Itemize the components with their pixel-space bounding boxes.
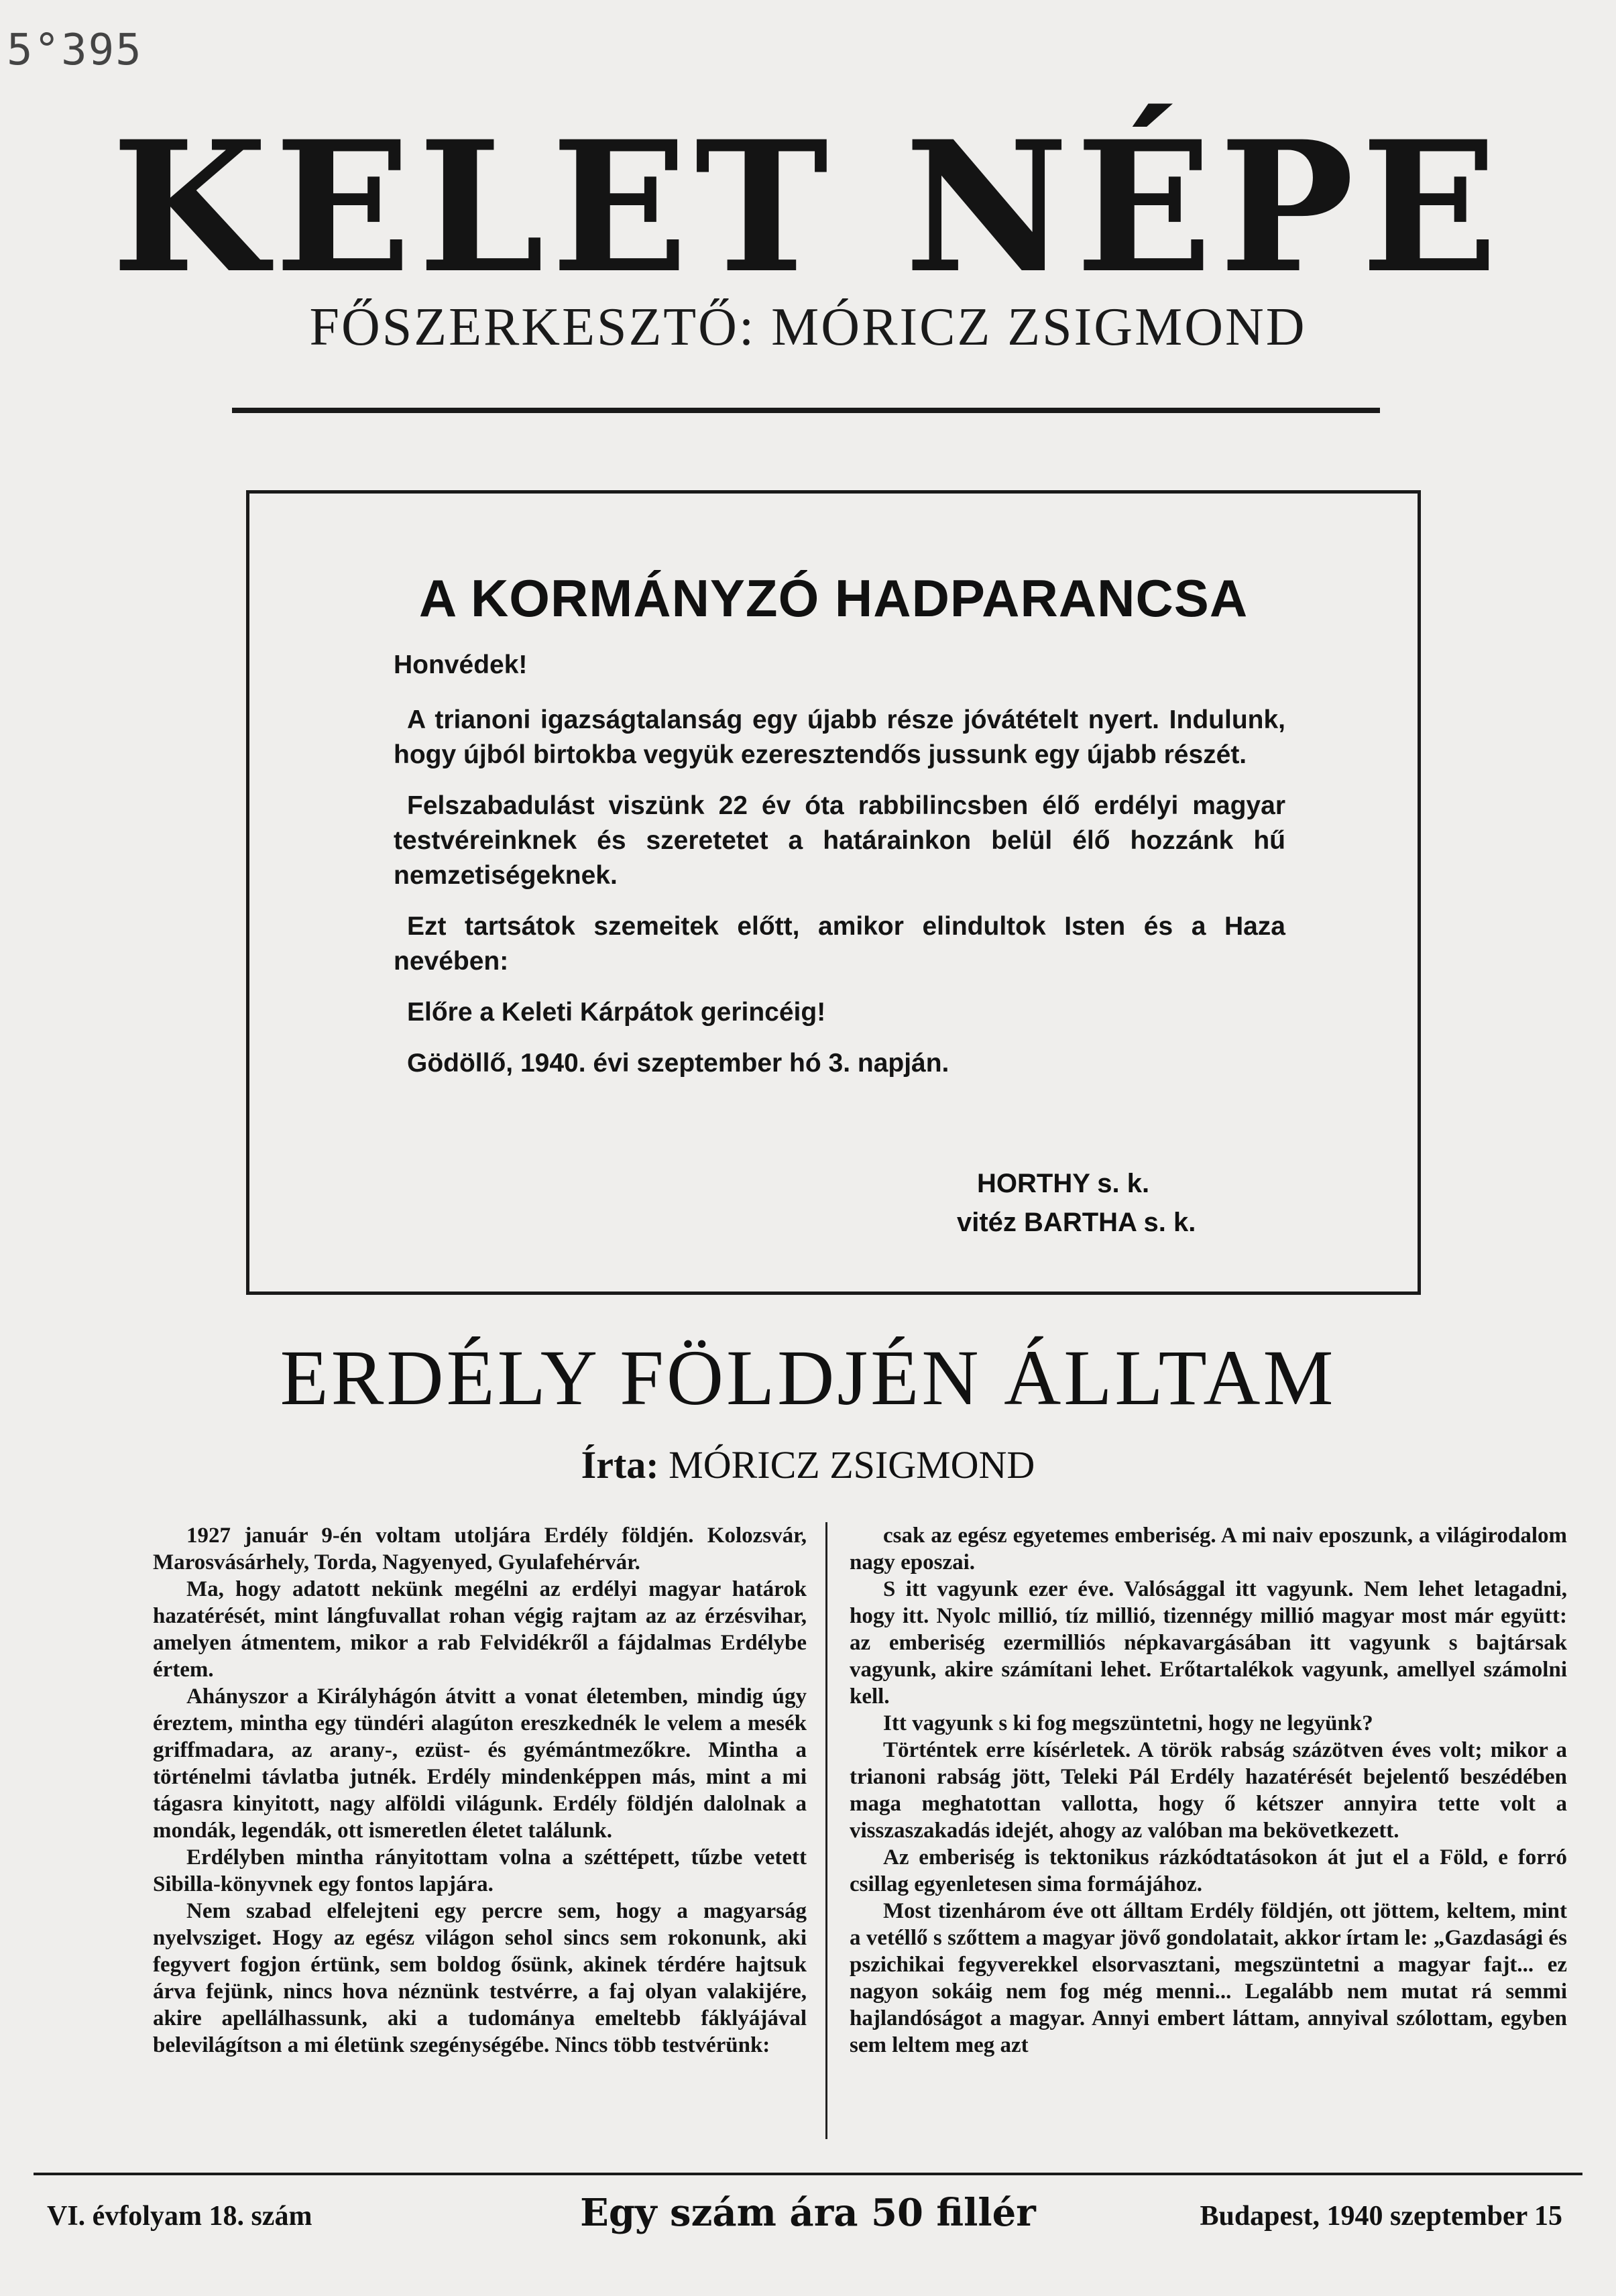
decree-box: [246, 490, 1421, 1295]
decree-body: [394, 648, 1285, 1097]
article-paragraph: Ahányszor a Királyhágón átvitt a vonat életemben, mindig úgy éreztem, mintha egy tündéri alagúton ereszkednék le velem a mesék griffmadara, az arany-, ezüst- és gyémántmezőkre. Mintha a történelmi távlatba jutnék. Erdély mindenképpen más, mint a mi tágasra kinyitott, nagy alföldi világunk. Erdély földjén dalolnak a mondák, legendák, ott ismeretlen életet találunk.: [153, 1684, 807, 1843]
byline-label: Írta:: [581, 1443, 659, 1487]
decree-paragraph: Előre a Keleti Kárpátok gerincéig!: [407, 998, 826, 1027]
signature-bartha: vitéz BARTHA s. k.: [957, 1208, 1196, 1237]
decree-date: Gödöllő, 1940. évi szeptember hó 3. napján.: [407, 1049, 949, 1078]
article-column-right: [850, 1522, 1567, 2059]
article-paragraph: csak az egész egyetemes emberiség. A mi naiv eposzunk, a világirodalom nagy eposzai.: [850, 1524, 1567, 1574]
footer-divider: [34, 2173, 1582, 2175]
decree-signatures: [957, 1164, 1196, 1242]
masthead-divider: [232, 408, 1380, 413]
article-paragraph: Nem szabad elfelejteni egy percre sem, hogy a magyarság nyelvsziget. Hogy az egész világon sehol sincs sem rokonunk, aki fegyvert fogjon értünk, sem boldog ősünk, akinek térdére hajtsuk árva fejünk, nincs hova néznünk testvérre, a faj olyan valakijére, akire apellálhassunk, aki a tudománya emeltebb fáklyájával belevilágítson a mi életünk szegénységébe. Nincs több testvérünk:: [153, 1899, 807, 2057]
article-paragraph: Az emberiség is tektonikus rázkódtatásokon át jut el a Föld, e forró csillag egyenletesen sima formájához.: [850, 1845, 1567, 1896]
decree-title: A KORMÁNYZÓ HADPARANCSA: [418, 569, 1249, 628]
decree-paragraph: Ezt tartsátok szemeitek előtt, amikor elindultok Isten és a Haza nevében:: [394, 912, 1285, 976]
footer-place-date: Budapest, 1940 szeptember 15: [1200, 2201, 1562, 2232]
signature-horthy: HORTHY s. k.: [977, 1169, 1150, 1198]
masthead-title: KELET NÉPE: [111, 102, 1505, 313]
article-title: ERDÉLY FÖLDJÉN ÁLLTAM: [280, 1334, 1336, 1422]
column-divider: [825, 1522, 827, 2139]
footer-volume: VI. évfolyam 18. szám: [47, 2201, 312, 2232]
footer-price: Egy szám ára 50 fillér: [580, 2191, 1036, 2235]
article-paragraph: Erdélyben mintha rányitottam volna a széttépett, tűzbe vetett Sibilla-könyvnek egy fontos lapjára.: [153, 1845, 807, 1896]
editor-line: FŐSZERKESZTŐ: MÓRICZ ZSIGMOND: [309, 298, 1307, 357]
decree-paragraph: A trianoni igazságtalanság egy újabb része jóvátételt nyert. Indulunk, hogy újból birtokba vegyük ezeresztendős jussunk egy újabb részét.: [394, 705, 1285, 769]
decree-salutation: Honvédek!: [394, 650, 528, 679]
archive-stamp: 5°395: [7, 25, 143, 75]
article-paragraph: Történtek erre kísérletek. A török rabság százötven éves volt; mikor a trianoni rabság jött, Teleki Pál Erdély hazatérését bejelentő beszédében maga meghatottan vallotta, hogy ő kétszer annyira tette volt a visszaszakadás idejét, ahogy az valóban ma bekövetkezett.: [850, 1738, 1567, 1843]
byline-author: MÓRICZ ZSIGMOND: [669, 1443, 1035, 1487]
article-byline: [0, 1442, 1616, 1489]
article-paragraph: Itt vagyunk s ki fog megszüntetni, hogy ne legyünk?: [883, 1711, 1373, 1735]
article-paragraph: Ma, hogy adatott nekünk megélni az erdélyi magyar határok hazatérését, mint lángfuvallat rohan végig rajtam az az érzésvihar, amelyen átmentem, mikor a rab Felvidékről a fájdalmas Erdélybe értem.: [153, 1577, 807, 1682]
article-column-left: [153, 1522, 807, 2059]
article-paragraph: Most tizenhárom éve ott álltam Erdély földjén, ott jöttem, keltem, mint a vetéllő s szőttem a magyar jövő gondolatait, akkor írtam le: „Gazdasági és pszichikai fegyverekkel elsorvasztani, megszüntetni a magyar fajt... ez nagyon sokáig nem fog még menni... Legalább nem mutat rá semmi hajlandóságot a magyar. Annyi embert láttam, annyival szólottam, egyben sem leltem meg azt: [850, 1899, 1567, 2057]
article-paragraph: 1927 január 9-én voltam utoljára Erdély földjén. Kolozsvár, Marosvásárhely, Torda, Nagyenyed, Gyulafehérvár.: [153, 1524, 807, 1574]
article-paragraph: S itt vagyunk ezer éve. Valósággal itt vagyunk. Nem lehet letagadni, hogy itt. Nyolc millió, tíz millió, tizennégy millió magyar most már együtt: az emberiség ezermilliós népkavargásában itt vagyunk s bajtársak vagyunk, akire számítani lehet. Erőtartalékok vagyunk, amellyel számolni kell.: [850, 1577, 1567, 1709]
decree-paragraph: Felszabadulást viszünk 22 év óta rabbilincsben élő erdélyi magyar testvéreinknek és szeretetet a határainkon belül élő hozzánk hű nemzetiségeknek.: [394, 791, 1285, 890]
